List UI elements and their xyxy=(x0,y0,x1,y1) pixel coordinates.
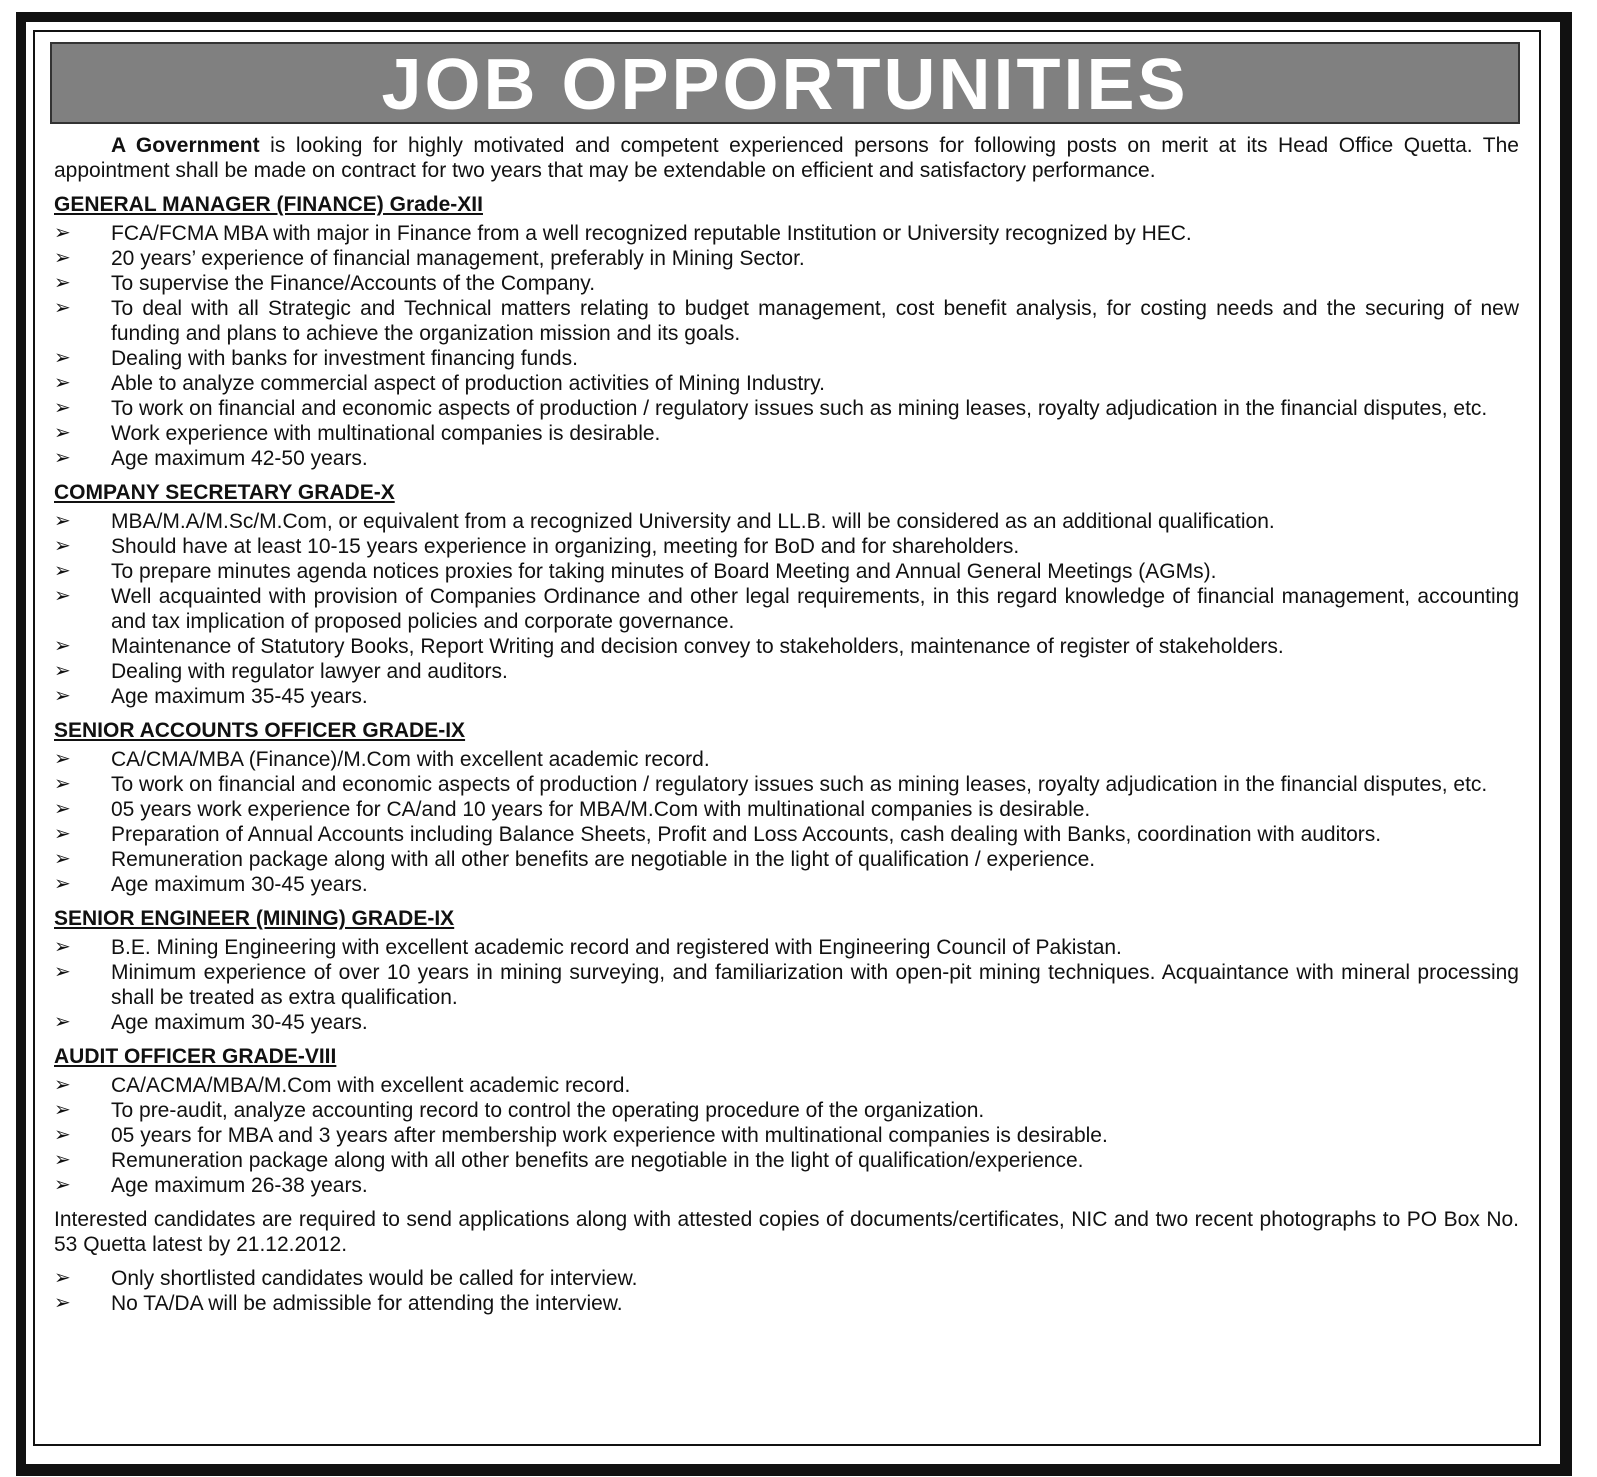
ad-body xyxy=(54,133,1519,1316)
list-item-text: Age maximum 30-45 years. xyxy=(111,1011,368,1034)
notes-list xyxy=(54,1266,1519,1316)
list-item xyxy=(54,584,1519,634)
list-item-text: To supervise the Finance/Accounts of the Company. xyxy=(111,272,596,295)
list-item xyxy=(54,1010,1519,1035)
arrow-bullet-icon: ➢ xyxy=(54,372,71,394)
list-item-text: To work on financial and economic aspects of production / regulatory issues such as mining leases, royalty adjudication in the financial disputes, etc. xyxy=(111,397,1488,420)
list-item-text: Dealing with regulator lawyer and auditors. xyxy=(111,660,508,683)
list-item xyxy=(54,1148,1519,1173)
list-item xyxy=(54,509,1519,534)
section-heading: GENERAL MANAGER (FINANCE) Grade-XII xyxy=(54,193,483,216)
list-item-text: CA/ACMA/MBA/M.Com with excellent academic record. xyxy=(111,1074,631,1097)
list-item xyxy=(54,747,1519,772)
job-section xyxy=(54,906,1519,1035)
arrow-bullet-icon: ➢ xyxy=(54,635,71,657)
list-item-text: Able to analyze commercial aspect of production activities of Mining Industry. xyxy=(111,372,825,395)
list-item xyxy=(54,960,1519,1010)
closing-paragraph: Interested candidates are required to send applications along with attested copies of documents/certificates, NIC and two recent photographs to PO Box No. 53 Quetta latest by 21.12.2012. xyxy=(54,1208,1519,1256)
list-item xyxy=(54,772,1519,797)
list-item xyxy=(54,346,1519,371)
arrow-bullet-icon: ➢ xyxy=(54,272,71,294)
arrow-bullet-icon: ➢ xyxy=(54,1267,71,1289)
arrow-bullet-icon: ➢ xyxy=(54,1124,71,1146)
list-item xyxy=(54,797,1519,822)
section-heading: AUDIT OFFICER GRADE-VIII xyxy=(54,1045,337,1068)
list-item-text: Remuneration package along with all other benefits are negotiable in the light of qualification / experience. xyxy=(111,848,1096,871)
list-item-text: Work experience with multinational companies is desirable. xyxy=(111,422,661,445)
list-item xyxy=(54,221,1519,246)
arrow-bullet-icon: ➢ xyxy=(54,397,71,419)
list-item-text: Age maximum 26-38 years. xyxy=(111,1174,368,1197)
list-item-text: To deal with all Strategic and Technical matters relating to budget management, cost benefit analysis, for costing needs and the securing of new funding and plans to achieve the organization mission and its goals. xyxy=(111,297,1519,345)
list-item xyxy=(54,684,1519,709)
requirements-list xyxy=(54,221,1519,471)
section-heading: SENIOR ENGINEER (MINING) GRADE-IX xyxy=(54,907,455,930)
list-item-text: 20 years’ experience of financial management, preferably in Mining Sector. xyxy=(111,247,805,270)
list-item xyxy=(54,559,1519,584)
list-item-text: Minimum experience of over 10 years in mining surveying, and familiarization with open-pit mining techniques. Acquaintance with mineral processing shall be treated as extra qualification. xyxy=(111,961,1519,1009)
list-item xyxy=(54,935,1519,960)
arrow-bullet-icon: ➢ xyxy=(54,848,71,870)
list-item xyxy=(54,421,1519,446)
list-item xyxy=(54,847,1519,872)
arrow-bullet-icon: ➢ xyxy=(54,773,71,795)
list-item-text: B.E. Mining Engineering with excellent academic record and registered with Engineering Council of Pakistan. xyxy=(111,936,1122,959)
list-item xyxy=(54,1123,1519,1148)
arrow-bullet-icon: ➢ xyxy=(54,961,71,983)
list-item-text: Remuneration package along with all other benefits are negotiable in the light of qualification/experience. xyxy=(111,1149,1084,1172)
list-item xyxy=(54,446,1519,471)
list-item-text: Age maximum 42-50 years. xyxy=(111,447,368,470)
list-item xyxy=(54,371,1519,396)
arrow-bullet-icon: ➢ xyxy=(54,936,71,958)
arrow-bullet-icon: ➢ xyxy=(54,748,71,770)
list-item xyxy=(54,659,1519,684)
section-heading: COMPANY SECRETARY GRADE-X xyxy=(54,481,395,504)
list-item-text: Preparation of Annual Accounts including Balance Sheets, Profit and Loss Accounts, cash dealing with Banks, coordination with auditors. xyxy=(111,823,1382,846)
list-item-text: Maintenance of Statutory Books, Report Writing and decision convey to stakeholders, maintenance of register of stakeholders. xyxy=(111,635,1284,658)
list-item-text: Only shortlisted candidates would be called for interview. xyxy=(111,1267,638,1290)
job-section xyxy=(54,480,1519,709)
list-item-text: Age maximum 35-45 years. xyxy=(111,685,368,708)
requirements-list xyxy=(54,747,1519,897)
arrow-bullet-icon: ➢ xyxy=(54,1292,71,1314)
arrow-bullet-icon: ➢ xyxy=(54,297,71,319)
intro-text: is looking for highly motivated and competent experienced persons for following posts on merit at its Head Office Quetta. The appointment shall be made on contract for two years that may be extendable on efficient and satisfactory performance. xyxy=(54,134,1519,182)
requirements-list xyxy=(54,509,1519,709)
list-item-text: Should have at least 10-15 years experience in organizing, meeting for BoD and for shareholders. xyxy=(111,535,1020,558)
list-item-text: 05 years for MBA and 3 years after membership work experience with multinational companies is desirable. xyxy=(111,1124,1108,1147)
list-item xyxy=(54,271,1519,296)
list-item xyxy=(54,396,1519,421)
arrow-bullet-icon: ➢ xyxy=(54,585,71,607)
list-item xyxy=(54,634,1519,659)
arrow-bullet-icon: ➢ xyxy=(54,422,71,444)
list-item-text: To pre-audit, analyze accounting record to control the operating procedure of the organization. xyxy=(111,1099,985,1122)
arrow-bullet-icon: ➢ xyxy=(54,823,71,845)
list-item xyxy=(54,1291,1519,1316)
arrow-bullet-icon: ➢ xyxy=(54,535,71,557)
arrow-bullet-icon: ➢ xyxy=(54,447,71,469)
arrow-bullet-icon: ➢ xyxy=(54,873,71,895)
arrow-bullet-icon: ➢ xyxy=(54,247,71,269)
list-item xyxy=(54,1173,1519,1198)
arrow-bullet-icon: ➢ xyxy=(54,222,71,244)
list-item-text: 05 years work experience for CA/and 10 years for MBA/M.Com with multinational companies is desirable. xyxy=(111,798,1091,821)
list-item xyxy=(54,296,1519,346)
list-item-text: MBA/M.A/M.Sc/M.Com, or equivalent from a recognized University and LL.B. will be considered as an additional qualification. xyxy=(111,510,1275,533)
page-title: JOB OPPORTUNITIES xyxy=(381,45,1189,125)
intro-paragraph xyxy=(54,133,1519,183)
arrow-bullet-icon: ➢ xyxy=(54,347,71,369)
list-item-text: To work on financial and economic aspects of production / regulatory issues such as mining leases, royalty adjudication in the financial disputes, etc. xyxy=(111,773,1488,796)
list-item-text: Age maximum 30-45 years. xyxy=(111,873,368,896)
requirements-list xyxy=(54,935,1519,1035)
list-item-text: Well acquainted with provision of Companies Ordinance and other legal requirements, in this regard knowledge of financial management, accounting and tax implication of proposed policies and corporate governance. xyxy=(111,585,1519,633)
arrow-bullet-icon: ➢ xyxy=(54,1174,71,1196)
list-item xyxy=(54,1098,1519,1123)
list-item-text: To prepare minutes agenda notices proxies for taking minutes of Board Meeting and Annual General Meetings (AGMs). xyxy=(111,560,1217,583)
job-section xyxy=(54,718,1519,897)
arrow-bullet-icon: ➢ xyxy=(54,798,71,820)
list-item-text: Dealing with banks for investment financing funds. xyxy=(111,347,578,370)
job-section xyxy=(54,1044,1519,1198)
arrow-bullet-icon: ➢ xyxy=(54,1011,71,1033)
intro-bold: A Government xyxy=(111,134,260,157)
list-item xyxy=(54,1266,1519,1291)
arrow-bullet-icon: ➢ xyxy=(54,560,71,582)
requirements-list xyxy=(54,1073,1519,1198)
list-item xyxy=(54,872,1519,897)
job-sections xyxy=(54,192,1519,1198)
arrow-bullet-icon: ➢ xyxy=(54,685,71,707)
arrow-bullet-icon: ➢ xyxy=(54,1149,71,1171)
title-banner xyxy=(50,42,1520,124)
arrow-bullet-icon: ➢ xyxy=(54,1074,71,1096)
section-heading: SENIOR ACCOUNTS OFFICER GRADE-IX xyxy=(54,719,466,742)
list-item-text: FCA/FCMA MBA with major in Finance from a well recognized reputable Institution or University recognized by HEC. xyxy=(111,222,1192,245)
list-item-text: CA/CMA/MBA (Finance)/M.Com with excellent academic record. xyxy=(111,748,710,771)
arrow-bullet-icon: ➢ xyxy=(54,510,71,532)
arrow-bullet-icon: ➢ xyxy=(54,1099,71,1121)
list-item xyxy=(54,822,1519,847)
arrow-bullet-icon: ➢ xyxy=(54,660,71,682)
list-item xyxy=(54,534,1519,559)
list-item-text: No TA/DA will be admissible for attending the interview. xyxy=(111,1292,623,1315)
job-section xyxy=(54,192,1519,471)
list-item xyxy=(54,1073,1519,1098)
list-item xyxy=(54,246,1519,271)
